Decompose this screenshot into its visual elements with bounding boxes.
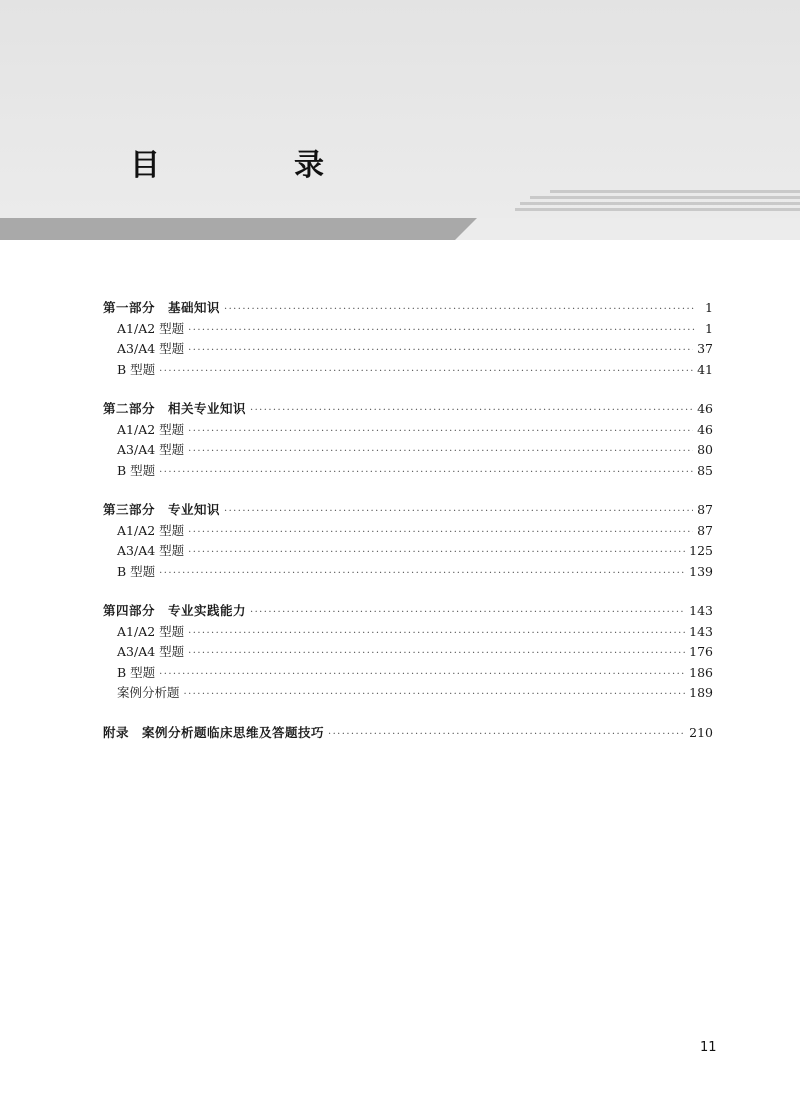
toc-entry-title: A3/A4 型题: [117, 442, 185, 457]
toc-entry-part[interactable]: [103, 601, 713, 622]
toc-entry-page: 1: [705, 320, 713, 336]
toc-entry-title: A1/A2 型题: [117, 320, 185, 336]
page-number: 11: [700, 1040, 717, 1055]
dot-leader: [188, 624, 685, 645]
toc-section: [103, 500, 713, 582]
toc-entry-page: 80: [697, 442, 713, 457]
toc-entry-title: B 型题: [117, 462, 156, 478]
dot-leader: [250, 401, 693, 422]
toc-entry-page: 176: [689, 644, 713, 659]
toc-entry-page: 139: [689, 563, 713, 579]
toc-entry-page: 87: [697, 502, 713, 517]
toc-section: [103, 298, 713, 380]
toc-entry-part[interactable]: [103, 399, 713, 420]
header-stripe-cut: [455, 218, 800, 240]
toc-section: [103, 601, 713, 704]
toc-entry-title: B 型题: [117, 361, 156, 377]
toc-entry-page: 46: [697, 421, 713, 437]
toc-entry-title: 第四部分 专业实践能力: [103, 603, 247, 618]
toc-entry-title: 第一部分 基础知识: [103, 300, 221, 315]
toc-entry-subsection[interactable]: [103, 461, 713, 482]
dot-leader: [224, 502, 693, 523]
toc-entry-subsection[interactable]: [103, 562, 713, 583]
toc-entry-part[interactable]: [103, 298, 713, 319]
dot-leader: [188, 341, 693, 362]
toc-entry-page: 1: [705, 300, 713, 315]
toc-entry-page: 186: [689, 664, 713, 680]
table-of-contents: [103, 298, 713, 762]
toc-entry-subsection[interactable]: [103, 683, 713, 704]
toc-entry-subsection[interactable]: [103, 642, 713, 663]
dot-leader: [188, 442, 693, 463]
dot-leader: [159, 665, 685, 686]
toc-entry-subsection[interactable]: [103, 319, 713, 340]
toc-entry-title: B 型题: [117, 664, 156, 680]
toc-section: [103, 723, 713, 744]
toc-entry-subsection[interactable]: [103, 339, 713, 360]
toc-entry-title: A3/A4 型题: [117, 341, 185, 356]
dot-leader: [184, 685, 686, 706]
dot-leader: [188, 644, 685, 665]
toc-entry-subsection[interactable]: [103, 420, 713, 441]
toc-entry-page: 87: [697, 522, 713, 538]
toc-entry-page: 189: [689, 685, 713, 700]
page-title: 目 录: [130, 148, 376, 183]
toc-entry-page: 85: [697, 462, 713, 478]
toc-section: [103, 399, 713, 481]
toc-entry-title: 第二部分 相关专业知识: [103, 401, 247, 416]
dot-leader: [328, 725, 685, 746]
toc-entry-title: 附录 案例分析题临床思维及答题技巧: [103, 724, 325, 740]
dot-leader: [159, 564, 685, 585]
header-decoration-lines: [515, 188, 800, 218]
toc-entry-page: 37: [697, 341, 713, 356]
dot-leader: [188, 321, 695, 342]
dot-leader: [159, 362, 693, 383]
toc-entry-subsection[interactable]: [103, 663, 713, 684]
toc-entry-title: A1/A2 型题: [117, 421, 185, 437]
toc-entry-part[interactable]: [103, 500, 713, 521]
toc-entry-page: 125: [689, 543, 713, 558]
dot-leader: [159, 463, 693, 484]
dot-leader: [250, 603, 685, 624]
toc-entry-page: 46: [697, 401, 713, 416]
toc-entry-page: 41: [697, 361, 713, 377]
dot-leader: [188, 523, 693, 544]
toc-entry-subsection[interactable]: [103, 521, 713, 542]
toc-entry-title: A1/A2 型题: [117, 623, 185, 639]
toc-entry-title: A3/A4 型题: [117, 644, 185, 659]
toc-entry-page: 143: [689, 623, 713, 639]
toc-entry-part[interactable]: [103, 723, 713, 744]
toc-entry-title: B 型题: [117, 563, 156, 579]
toc-entry-subsection[interactable]: [103, 541, 713, 562]
toc-entry-title: 第三部分 专业知识: [103, 502, 221, 517]
dot-leader: [188, 422, 693, 443]
toc-entry-subsection[interactable]: [103, 440, 713, 461]
dot-leader: [188, 543, 685, 564]
toc-entry-title: A3/A4 型题: [117, 543, 185, 558]
toc-entry-page: 143: [689, 603, 713, 618]
dot-leader: [224, 300, 695, 321]
toc-entry-title: 案例分析题: [117, 685, 180, 700]
toc-entry-subsection[interactable]: [103, 360, 713, 381]
toc-entry-page: 210: [689, 724, 713, 740]
toc-entry-subsection[interactable]: [103, 622, 713, 643]
toc-entry-title: A1/A2 型题: [117, 522, 185, 538]
